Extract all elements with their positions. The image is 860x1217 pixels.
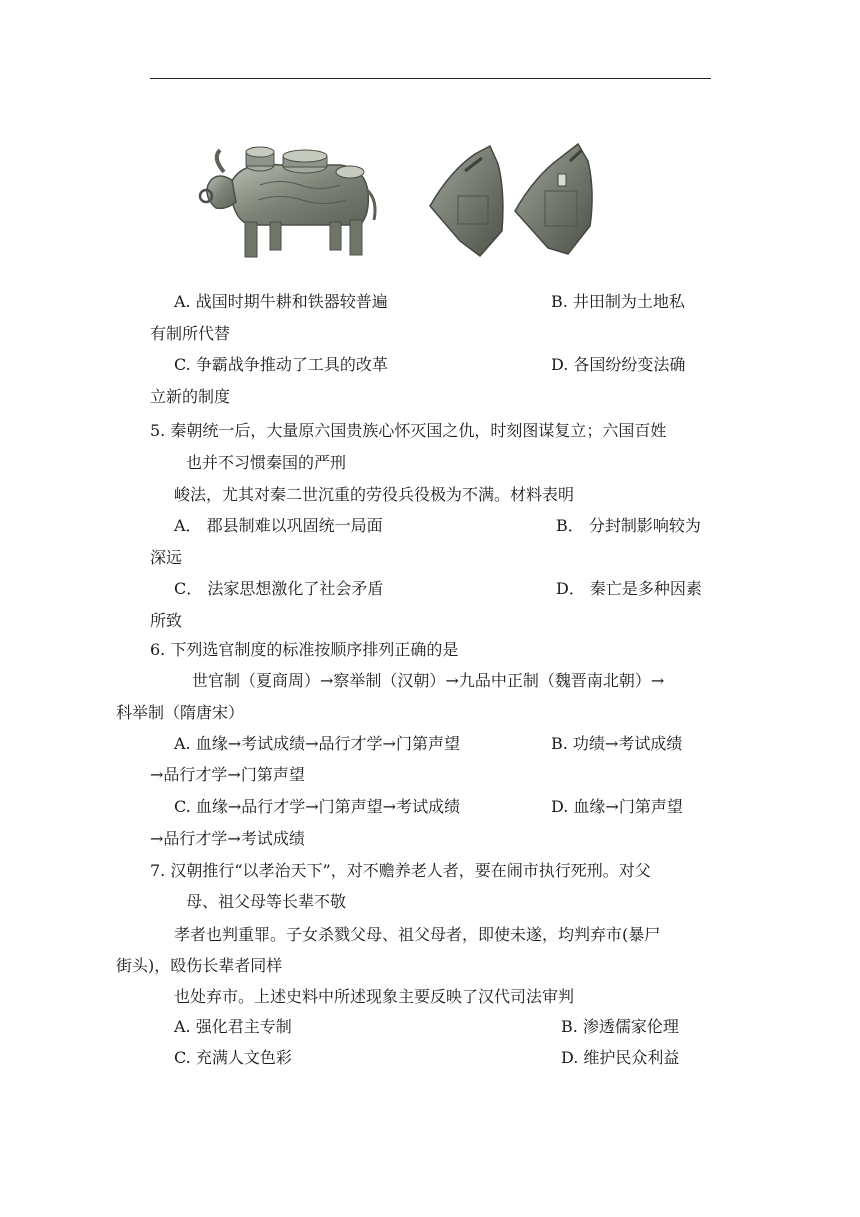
q4-option-a: A. 战国时期牛耕和铁器较普遍 (174, 292, 388, 311)
q5-option-d-continued: 所致 (150, 611, 183, 630)
bronze-ox-zun-image (190, 130, 390, 270)
q7-stem-line-2: 母、祖父母等长辈不敬 (186, 892, 347, 911)
q5-option-c: C． 法家思想激化了社会矛盾 (174, 579, 384, 598)
q7-stem-line-5: 也处弃市。上述史料中所述现象主要反映了汉代司法审判 (174, 987, 575, 1006)
q5-option-b-continued: 深远 (150, 548, 183, 567)
q5-option-d: D． 秦亡是多种因素 (556, 579, 702, 598)
q5-stem-line-1: 5. 秦朝统一后，大量原六国贵族心怀灭国之仇，时刻图谋复立；六国百姓 (150, 421, 667, 440)
q4-option-d: D. 各国纷纷变法确 (551, 355, 686, 374)
q7-stem-line-4: 街头)，殴伤长辈者同样 (116, 956, 283, 975)
q6-option-a: A. 血缘→考试成绩→品行才学→门第声望 (174, 734, 460, 753)
q6-stem: 6. 下列选官制度的标准按顺序排列正确的是 (150, 640, 459, 659)
q7-option-b: B. 渗透儒家伦理 (561, 1017, 679, 1036)
q7-stem-line-1: 7. 汉朝推行“以孝治天下”，对不赡养老人者，要在闹市执行死刑。对父 (150, 861, 651, 880)
q4-option-b: B. 井田制为土地私 (551, 292, 685, 311)
q4-option-d-continued: 立新的制度 (150, 387, 231, 406)
q6-option-c: C. 血缘→品行才学→门第声望→考试成绩 (174, 797, 461, 816)
q7-option-c: C. 充满人文色彩 (174, 1048, 292, 1067)
q6-option-b: B. 功绩→考试成绩 (551, 734, 683, 753)
header-rule (150, 78, 711, 79)
q7-option-a: A. 强化君主专制 (174, 1017, 292, 1036)
q6-option-b-continued: →品行才学→门第声望 (150, 765, 305, 784)
question-4-figures (190, 130, 630, 270)
q5-stem-line-2: 也并不习惯秦国的严刑 (186, 453, 347, 472)
q7-stem-line-3: 孝者也判重罪。子女杀戮父母、祖父母者，即使未遂，均判弃市(暴尸 (174, 925, 661, 944)
q6-option-d: D. 血缘→门第声望 (551, 797, 683, 816)
iron-plowshares-image (420, 136, 620, 266)
q4-option-b-continued: 有制所代替 (150, 324, 231, 343)
q6-option-d-continued: →品行才学→考试成绩 (150, 829, 305, 848)
q6-sequence-line-1: 世官制（夏商周）→察举制（汉朝）→九品中正制（魏晋南北朝）→ (192, 671, 665, 690)
q5-stem-line-3: 峻法，尤其对秦二世沉重的劳役兵役极为不满。材料表明 (174, 485, 575, 504)
q5-option-b: B． 分封制影响较为 (556, 516, 701, 535)
q6-sequence-line-2: 科举制（隋唐宋） (116, 703, 245, 722)
q4-option-c: C. 争霸战争推动了工具的改革 (174, 355, 388, 374)
q5-option-a: A． 郡县制难以巩固统一局面 (174, 516, 383, 535)
q7-option-d: D. 维护民众利益 (561, 1048, 680, 1067)
